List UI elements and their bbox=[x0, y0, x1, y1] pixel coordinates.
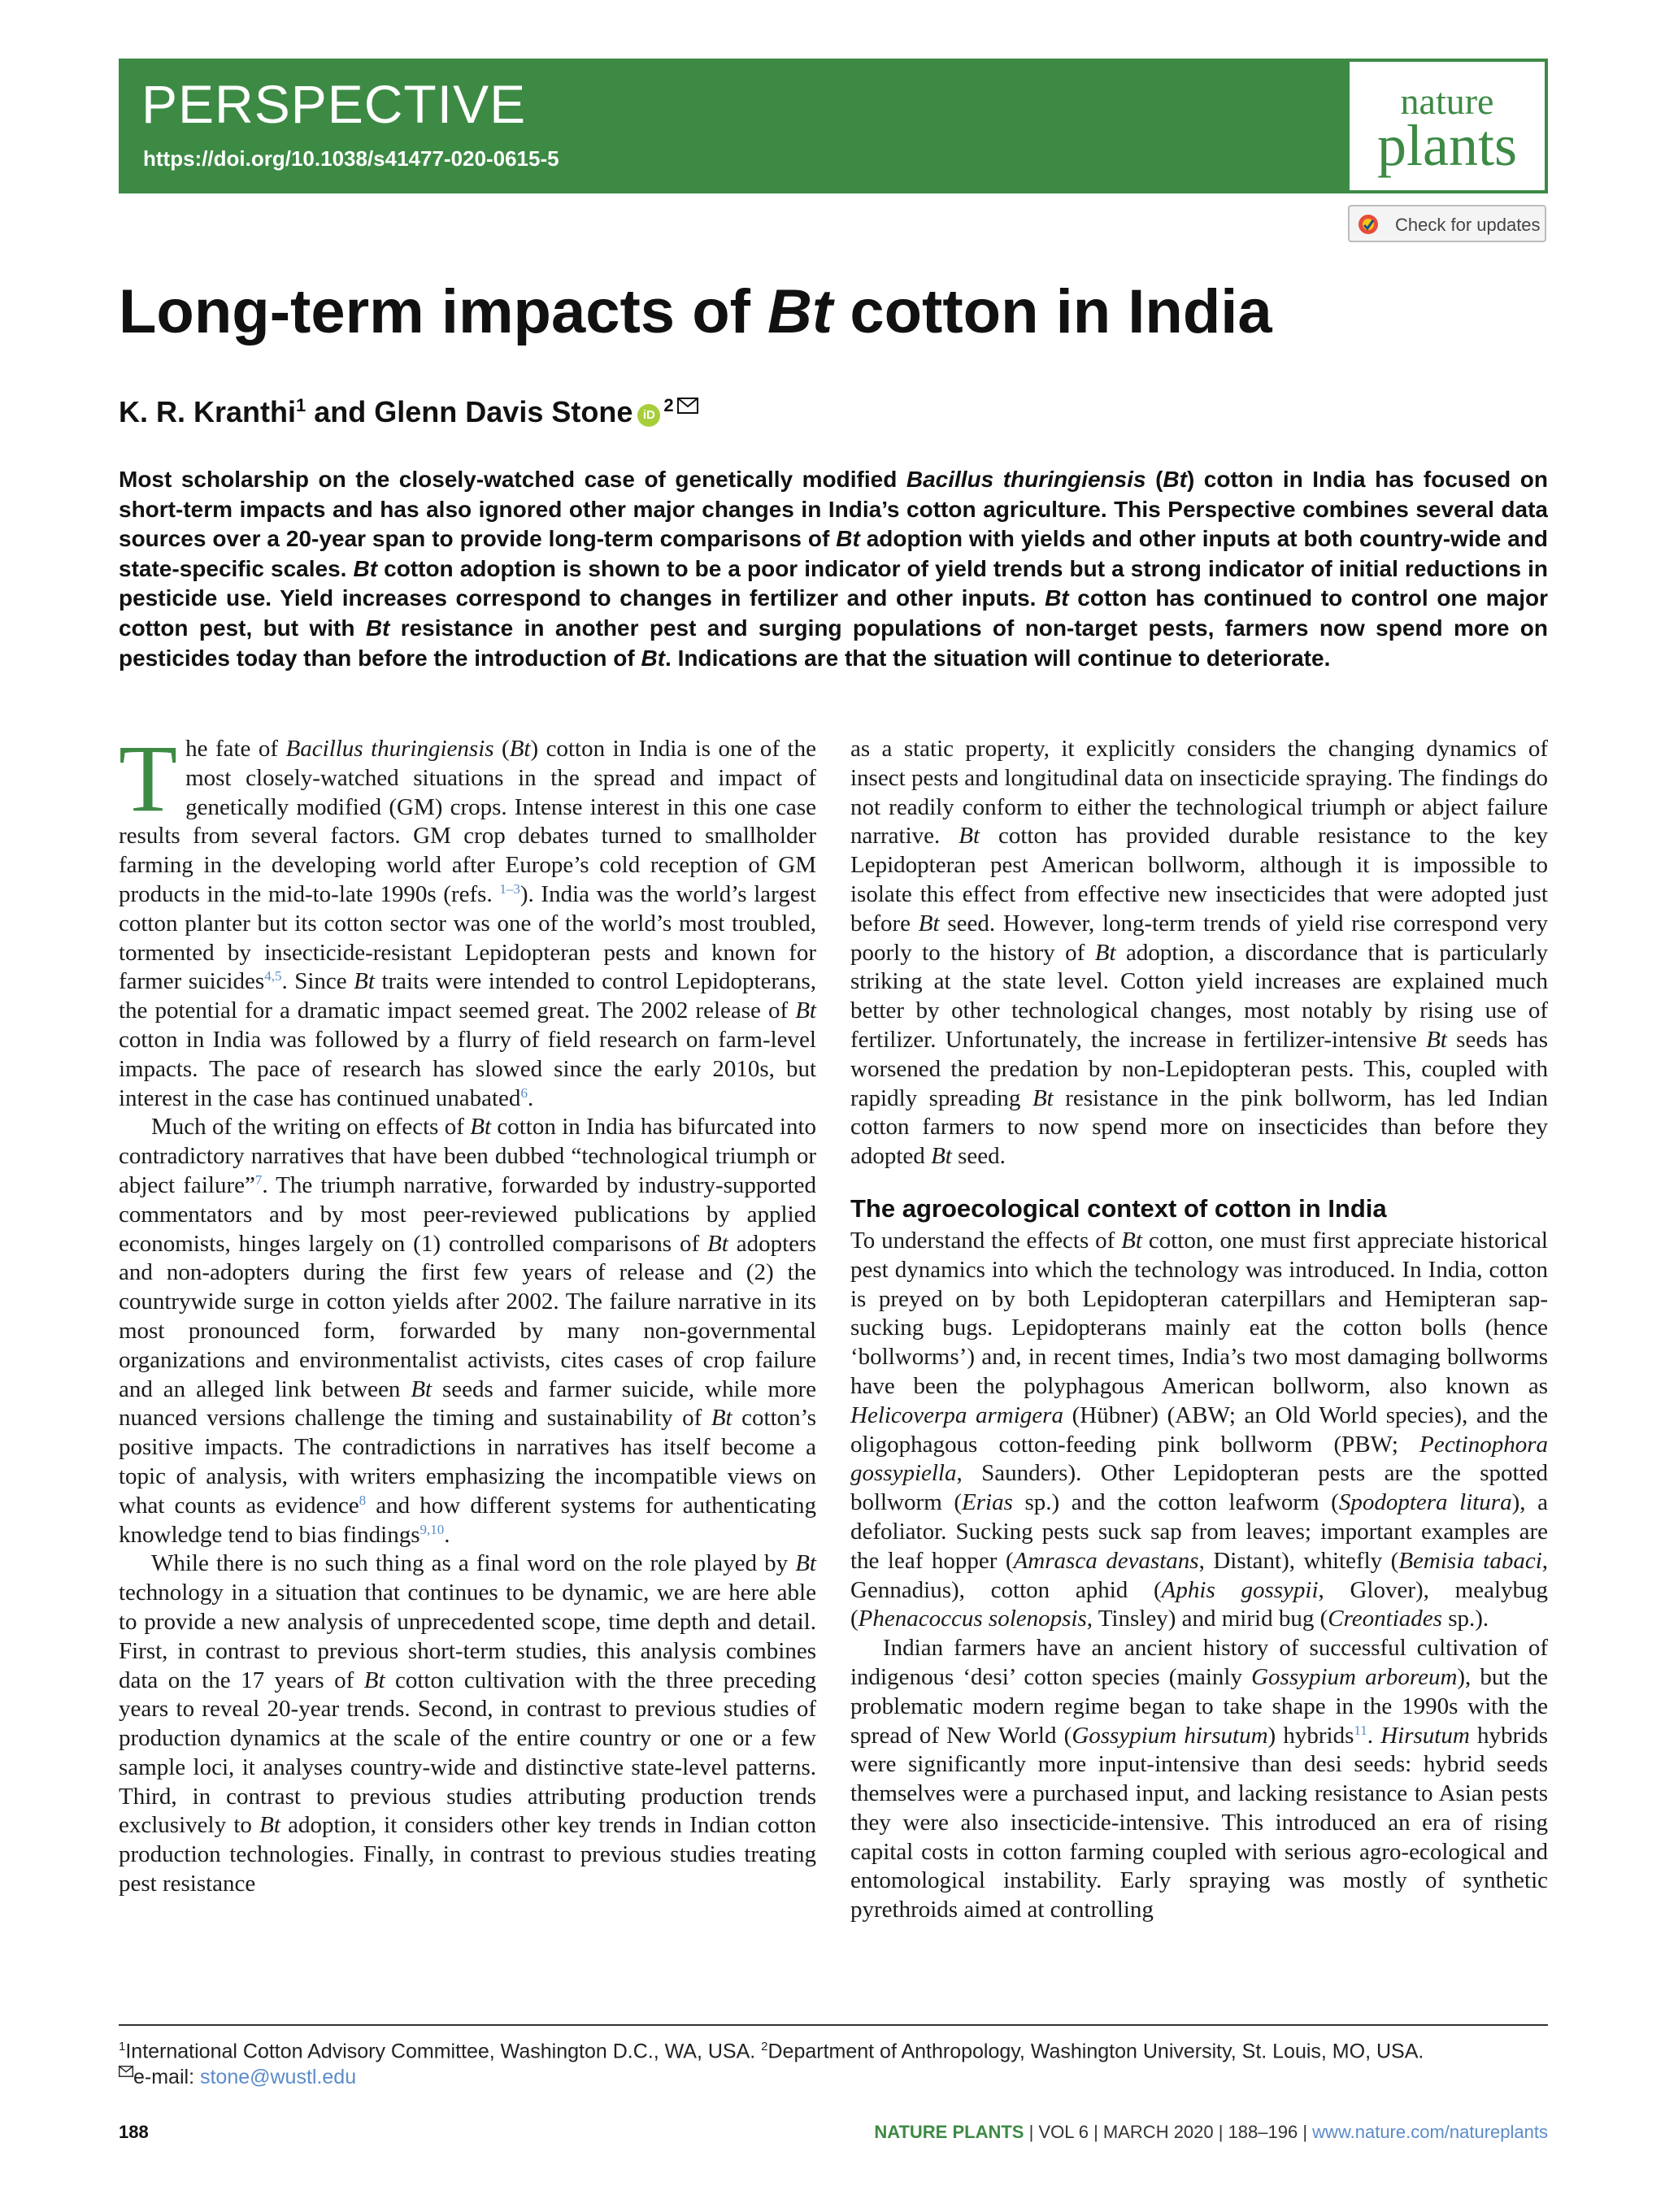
italic-term: Bt bbox=[918, 910, 940, 937]
text-run: . bbox=[1367, 1722, 1381, 1749]
italic-term: Bt bbox=[707, 1230, 728, 1257]
body-column-left bbox=[119, 725, 817, 1899]
body-paragraph bbox=[119, 725, 817, 1113]
italic-term: Pectinophora gossypiella bbox=[850, 1431, 1548, 1487]
footer-issue: | VOL 6 | MARCH 2020 | 188–196 | bbox=[1024, 2122, 1313, 2142]
text-run: adoption with yields and other inputs at both country-wide and state-specific scales. bbox=[119, 526, 1548, 581]
text-run: seeds has worsened the predation by non-Lepidopteran pests. This, coupled with rapidly spreading bbox=[850, 1026, 1548, 1111]
italic-term: Spodoptera litura bbox=[1338, 1489, 1512, 1516]
text-run: sp.) and the cotton leafworm ( bbox=[1012, 1489, 1339, 1516]
italic-term: Bt bbox=[931, 1143, 952, 1170]
affiliation-line: $^1$International Cotton Advisory Committee, Washington D.C., WA, USA. $^2$Department of Anthropology, Washington University, St. Louis, MO, USA. bbox=[119, 2040, 1424, 2063]
text-run: adoption, a discordance that is particularly striking at the state level. Cotton yield increases are explained much better by other technological changes, most notably by rising use of fertilizer. Unfortunately, the increase in fertilizer-intensive bbox=[850, 939, 1548, 1053]
email-line: e-mail: stone@wustl.edu bbox=[119, 2064, 1548, 2090]
italic-term: Bt bbox=[959, 823, 980, 850]
italic-term: Bt bbox=[795, 997, 816, 1024]
text-run: seeds and farmer suicide, while more nuanced versions challenge the timing and sustainability of bbox=[119, 1375, 816, 1432]
author-stone[interactable]: Glenn Davis Stone bbox=[374, 395, 633, 428]
italic-term: Erias bbox=[962, 1489, 1013, 1516]
italic-term: Bt bbox=[1032, 1084, 1054, 1111]
citation-ref[interactable]: 8 bbox=[359, 1492, 367, 1508]
page-number: 188 bbox=[119, 2122, 149, 2142]
italic-term: Bt bbox=[1163, 467, 1187, 492]
journal-logo-line2: plants bbox=[1377, 113, 1517, 178]
citation-ref[interactable]: 11 bbox=[1354, 1722, 1367, 1738]
text-run: Most scholarship on the closely-watched case of genetically modified bbox=[119, 467, 906, 492]
text-run: as a static property, it explicitly considers the changing dynamics of insect pests and longitudinal data on insecticide spraying. The findings do not readily conform to either the technological triumph or abject failure narrative. bbox=[850, 736, 1548, 850]
text-run: cotton has provided durable resistance to the key Lepidopteran pest American bollworm, although it is impossible to isolate this effect from effective new insecticides that were adopted just before bbox=[850, 823, 1549, 937]
citation-ref[interactable]: 4,5 bbox=[264, 968, 282, 984]
author-kranthi[interactable]: K. R. Kranthi bbox=[119, 395, 297, 428]
italic-term: Creontiades bbox=[1328, 1606, 1442, 1632]
text-run: ) cotton in India is one of the most closely-watched situations in the spread and impact of genetically modified (GM) crops. Intense interest in this one case results from several factors. GM crop debates turned to smallholder farming in the developing world after Europe’s cold reception of GM products in the mid-to-late 1990s (refs. bbox=[119, 736, 816, 907]
text-run: cotton, one must first appreciate historical pest dynamics into which the technology was introduced. In India, cotton is preyed on by both Lepidopteran caterpillars and Hemipteran sap-sucking bugs. Lepidopterans mainly eat the cotton bolls (hence ‘bollworms’) and, in recent times, India’s two most damaging bollworms have been the polyphagous American bollworm, also known as bbox=[850, 1227, 1548, 1399]
text-run: . bbox=[444, 1521, 450, 1548]
italic-term: Bt bbox=[259, 1812, 280, 1839]
journal-logo[interactable] bbox=[1350, 62, 1545, 190]
text-run: seed. bbox=[951, 1143, 1006, 1170]
section-heading: The agroecological context of cotton in India bbox=[850, 1193, 1387, 1223]
body-paragraph bbox=[850, 1227, 1548, 1634]
email-link[interactable]: stone@wustl.edu bbox=[199, 2066, 357, 2089]
citation-ref[interactable]: 7 bbox=[254, 1171, 263, 1188]
text-run: , Tinsley) and mirid bug ( bbox=[1086, 1606, 1328, 1632]
italic-term: Bt bbox=[1426, 1026, 1447, 1053]
mail-icon bbox=[119, 2066, 133, 2077]
header-band bbox=[119, 59, 1548, 193]
text-run: . bbox=[527, 1084, 534, 1111]
mail-icon[interactable] bbox=[677, 398, 698, 414]
check-updates-icon bbox=[1358, 214, 1379, 235]
text-run: cotton in India was followed by a flurry of field research on farm-level impacts. The pace of research has slowed since the early 2010s, but interest in the case has continued unabated bbox=[119, 1026, 816, 1111]
citation-ref[interactable]: 9,10 bbox=[420, 1521, 445, 1537]
italic-term: Bt bbox=[470, 1114, 492, 1141]
text-run: ). India was the world’s largest cotton planter but its cotton sector was one of the world’s most troubled, tormented by insecticide-resistant Lepidopteran pests and known for farmer suicides bbox=[119, 880, 816, 995]
check-for-updates-button[interactable] bbox=[1348, 205, 1546, 242]
text-run: he fate of bbox=[185, 736, 286, 762]
text-run: ), a defoliator. Sucking pests suck sap from leaves; important examples are the leaf hopper ( bbox=[850, 1489, 1548, 1574]
italic-term: Bt bbox=[641, 645, 666, 671]
drop-cap: T bbox=[119, 725, 178, 832]
italic-term: Bemisia tabaci bbox=[1398, 1547, 1542, 1574]
italic-term: Bt bbox=[836, 526, 860, 552]
italic-term: Bt bbox=[795, 1550, 816, 1577]
italic-term: Amrasca devastans bbox=[1013, 1547, 1199, 1574]
abstract bbox=[119, 465, 1548, 673]
text-run: , Saunders). Other Lepidopteran pests are the spotted bollworm ( bbox=[850, 1460, 1548, 1516]
text-run: ), but the problematic modern regime began to take shape in the 1990s with the spread of New World ( bbox=[850, 1663, 1548, 1749]
footnote-divider bbox=[119, 2024, 1548, 2026]
citation-ref[interactable]: 1–3 bbox=[499, 880, 520, 897]
text-run: (Hübner) (ABW; an Old World species), and the oligophagous cotton-feeding pink bollworm (PBW; bbox=[850, 1402, 1548, 1458]
body-paragraph bbox=[119, 1549, 816, 1899]
italic-term: Bt bbox=[1094, 939, 1116, 966]
italic-term: Gossypium hirsutum bbox=[1072, 1722, 1268, 1749]
text-run: resistance in another pest and surging populations of non-target pests, farmers now spend more on pesticides today than before the introduction of bbox=[119, 615, 1548, 671]
text-run: . Since bbox=[281, 968, 354, 995]
footer-journal: NATURE PLANTS bbox=[874, 2122, 1024, 2142]
text-run: ) cotton in India has focused on short-term impacts and has also ignored other major changes in India’s cotton agriculture. This Perspective combines several data sources over a 20-year span to provide long-term comparisons of bbox=[119, 467, 1548, 552]
text-run: adopters and non-adopters during the first few years of release and (2) the countrywide surge in cotton yields after 2002. The failure narrative in its most pronounced form, forwarded by many non-governmental organizations and environmentalist activists, cites cases of crop failure and an alleged link between bbox=[119, 1230, 816, 1402]
italic-term: Hirsutum bbox=[1380, 1722, 1470, 1749]
text-run: technology in a situation that continues to be dynamic, we are here able to provide a new analysis of unprecedented scope, time depth and detail. First, in contrast to previous short-term studies, this analysis combines data on the 17 years of bbox=[119, 1580, 816, 1693]
italic-term: Bt bbox=[711, 1405, 733, 1432]
body-paragraph bbox=[850, 1634, 1548, 1925]
text-run: seed. However, long-term trends of yield rise correspond very poorly to the history of bbox=[850, 910, 1548, 966]
text-run: cotton adoption is shown to be a poor indicator of yield trends but a strong indicator of initial reductions in pesticide use. Yield increases correspond to changes in fertilizer and other inputs. bbox=[119, 555, 1548, 611]
italic-term: Bacillus thuringiensis bbox=[906, 467, 1146, 492]
text-run: adoption, it considers other key trends in Indian cotton production technologies. Finally, in contrast to previous studies treating pest resistance bbox=[119, 1812, 816, 1897]
text-run: sp.). bbox=[1441, 1606, 1489, 1632]
text-run: resistance in the pink bollworm, has led Indian cotton farmers to now spend more on insecticides than before they adopted bbox=[850, 1084, 1548, 1170]
body-paragraph bbox=[850, 735, 1548, 1171]
text-run: Much of the writing on effects of bbox=[151, 1114, 471, 1141]
text-run: . The triumph narrative, forwarded by industry-supported commentators and by most peer-reviewed publications by applied economists, hinges largely on (1) controlled comparisons of bbox=[119, 1171, 816, 1257]
footer-website-link[interactable]: www.nature.com/natureplants bbox=[1312, 2122, 1548, 2142]
italic-term: Bt bbox=[509, 736, 531, 762]
italic-term: Bt bbox=[411, 1375, 433, 1402]
text-run: ) hybrids bbox=[1267, 1722, 1354, 1749]
text-run: ( bbox=[493, 736, 510, 762]
text-run: , Distant), whitefly ( bbox=[1198, 1547, 1399, 1574]
italic-term: Helicoverpa armigera bbox=[850, 1402, 1063, 1428]
journal-logo-line1: nature bbox=[1400, 80, 1494, 122]
text-run: hybrids were significantly more input-intensive than desi seeds: hybrid seeds themselves were a purchased input, and lacking resistance to Asian pests they were also insecticide-intensive. This introduced an era of rising capital costs in cotton farming coupled with serious agro-ecological and entomological instability. Early spraying was mostly of synthetic pyrethroids aimed at controlling bbox=[850, 1722, 1548, 1923]
italic-term: Bt bbox=[354, 968, 375, 995]
italic-term: Bt bbox=[363, 1667, 385, 1693]
text-run: . Indications are that the situation will continue to deteriorate. bbox=[665, 645, 1331, 671]
text-run: traits were intended to control Lepidopterans, the potential for a dramatic impact seemed great. The 2002 release of bbox=[119, 968, 817, 1024]
text-run: and how different systems for authenticating knowledge tend to bias findings bbox=[119, 1492, 816, 1548]
author-list: K. R. Kranthi$^1$ and Glenn Davis Stone iD $^2$ bbox=[119, 395, 1094, 429]
text-run: , Gennadius), cotton aphid ( bbox=[850, 1547, 1548, 1603]
text-run: cotton cultivation with the three preceding years to reveal 20-year trends. Second, in contrast to previous studies of production dynamics at the scale of the entire country or one or a few sample loci, it analyses country-wide and distinctive state-level patterns. Third, in contrast to previous studies attributing production trends exclusively to bbox=[119, 1667, 816, 1839]
text-run: Indian farmers have an ancient history of successful cultivation of indigenous ‘desi’ cotton species (mainly bbox=[850, 1635, 1548, 1690]
doi-link[interactable]: https://doi.org/10.1038/s41477-020-0615-5 bbox=[143, 146, 559, 171]
text-run: , Glover), mealybug ( bbox=[850, 1576, 1548, 1632]
text-run: cotton in India has bifurcated into contradictory narratives that have been dubbed “technological triumph or abject failure” bbox=[119, 1114, 816, 1198]
text-run: ( bbox=[1146, 467, 1163, 492]
text-run: cotton has continued to control one major cotton pest, but with bbox=[119, 585, 1548, 641]
citation-ref[interactable]: 6 bbox=[520, 1084, 528, 1101]
article-type: PERSPECTIVE bbox=[141, 74, 527, 134]
italic-term: Bt bbox=[353, 555, 378, 581]
check-updates-label: Check for updates bbox=[1395, 215, 1541, 235]
italic-term: Phenacoccus solenopsis bbox=[858, 1606, 1087, 1632]
italic-term: Bt bbox=[365, 615, 390, 641]
text-run: cotton’s positive impacts. The contradictions in narratives has itself become a topic of analysis, with writers emphasizing the incompatible views on what counts as evidence bbox=[119, 1405, 816, 1519]
article-title: Long-term impacts of Bt cotton in India bbox=[119, 277, 1272, 346]
body-column-right bbox=[850, 735, 1548, 1925]
italic-term: Bacillus thuringiensis bbox=[285, 736, 494, 762]
affiliations bbox=[119, 2034, 1548, 2090]
text-run: To understand the effects of bbox=[850, 1227, 1122, 1254]
italic-term: Aphis gossypii bbox=[1161, 1576, 1319, 1603]
footer-citation bbox=[874, 2122, 1548, 2143]
italic-term: Bt bbox=[1045, 585, 1069, 611]
orcid-icon[interactable]: iD bbox=[637, 404, 660, 427]
text-run: While there is no such thing as a final word on the role played by bbox=[151, 1550, 796, 1577]
italic-term: Bt bbox=[1121, 1227, 1142, 1254]
italic-term: Gossypium arboreum bbox=[1251, 1663, 1458, 1690]
body-paragraph bbox=[119, 1113, 816, 1549]
